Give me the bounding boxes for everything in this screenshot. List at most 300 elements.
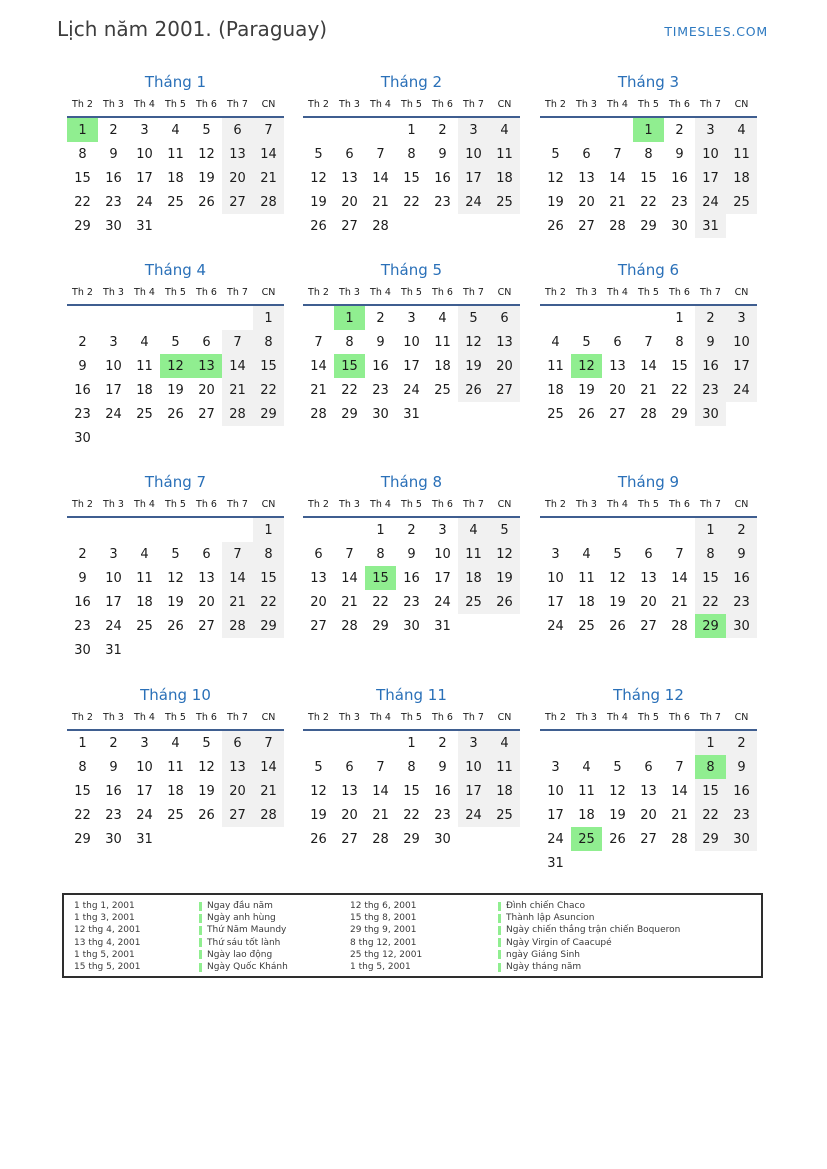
weekday-label: Th 7 [227, 99, 248, 110]
holiday-date: 15 thg 5, 2001 [74, 962, 141, 973]
month-2 [303, 72, 520, 238]
day-cell: 17 [547, 594, 564, 610]
weekday-label: Th 3 [103, 99, 124, 110]
weekday-header-row [303, 711, 520, 731]
weekday-label: Th 5 [165, 499, 186, 510]
day-cell-empty [365, 118, 396, 142]
day-cell: 14 [222, 354, 253, 378]
day-cell: 15 [695, 779, 726, 803]
holiday-date: 1 thg 5, 2001 [74, 949, 135, 960]
weekday-label: Th 6 [432, 499, 453, 510]
day-cell: 26 [489, 590, 520, 614]
day-cell: 18 [578, 594, 595, 610]
day-cell-empty [427, 214, 458, 238]
day-cell: 15 [253, 566, 284, 590]
weekday-label: Th 6 [432, 287, 453, 298]
weekday-label: Th 6 [196, 499, 217, 510]
day-cell-empty [458, 214, 489, 238]
weekday-label: Th 2 [545, 287, 566, 298]
day-cell-empty [129, 518, 160, 542]
holiday-marker-bar [498, 938, 501, 947]
day-cell-empty [160, 638, 191, 662]
holiday-marker-bar [199, 926, 202, 935]
month-8 [303, 472, 520, 638]
weekday-label: Th 4 [134, 99, 155, 110]
weekday-label: Th 7 [463, 499, 484, 510]
day-cell: 11 [547, 358, 564, 374]
weekday-label: Th 2 [72, 99, 93, 110]
day-cell: 19 [609, 807, 626, 823]
month-title: Tháng 6 [617, 261, 680, 279]
day-cell: 16 [695, 354, 726, 378]
day-cell-empty [191, 426, 222, 450]
day-cell: 17 [136, 783, 153, 799]
day-cell: 5 [202, 122, 211, 138]
holiday-date: 12 thg 6, 2001 [350, 901, 417, 911]
day-cell: 9 [78, 358, 87, 374]
day-cell: 21 [640, 382, 657, 398]
day-cell: 8 [78, 759, 87, 775]
weekday-label: Th 5 [638, 287, 659, 298]
day-cell: 8 [695, 755, 726, 779]
day-cell: 17 [105, 382, 122, 398]
weekday-label: Th 4 [607, 99, 628, 110]
day-cell-empty [334, 118, 365, 142]
holiday-date: 1 thg 3, 2001 [74, 913, 135, 924]
weekday-label: CN [734, 287, 749, 298]
day-cell: 10 [136, 146, 153, 162]
day-cell: 22 [74, 807, 91, 823]
day-cell: 8 [695, 542, 726, 566]
day-cell: 20 [310, 594, 327, 610]
weekday-label: Th 5 [401, 287, 422, 298]
holiday-date: 1 thg 5, 2001 [350, 962, 411, 973]
day-cell: 30 [403, 618, 420, 634]
day-cell: 1 [675, 310, 684, 326]
day-cell: 9 [726, 755, 757, 779]
day-cell: 10 [695, 142, 726, 166]
day-cell: 21 [222, 378, 253, 402]
day-cell-empty [303, 731, 334, 755]
weekday-label: CN [261, 712, 276, 723]
month-4 [67, 260, 284, 450]
day-cell: 29 [640, 218, 657, 234]
day-cell-empty [303, 518, 334, 542]
day-cell-empty [602, 731, 633, 755]
day-cell: 21 [253, 779, 284, 803]
month-title: Tháng 5 [380, 261, 443, 279]
day-cell: 7 [253, 731, 284, 755]
weekday-label: Th 2 [308, 287, 329, 298]
month-6 [540, 260, 757, 426]
month-title: Tháng 2 [380, 73, 443, 91]
day-cell: 17 [105, 594, 122, 610]
day-cell: 26 [198, 194, 215, 210]
day-cell: 26 [458, 378, 489, 402]
day-cell: 23 [105, 807, 122, 823]
day-cell: 27 [640, 831, 657, 847]
holiday-label: Ngay đầu năm [207, 901, 273, 911]
day-cell: 13 [640, 783, 657, 799]
day-cell: 11 [489, 755, 520, 779]
day-cell: 20 [640, 807, 657, 823]
holiday-row [74, 949, 761, 961]
day-cell: 24 [403, 382, 420, 398]
day-cell: 25 [136, 618, 153, 634]
day-cell: 28 [671, 618, 688, 634]
holiday-label: Thứ sáu tốt lành [207, 937, 281, 948]
day-cell: 20 [489, 354, 520, 378]
weekday-header-row [303, 498, 520, 518]
day-cell: 16 [74, 382, 91, 398]
day-cell: 22 [640, 194, 657, 210]
day-cell: 31 [105, 642, 122, 658]
day-cell: 24 [458, 803, 489, 827]
day-cell: 22 [671, 382, 688, 398]
day-cell-empty [458, 402, 489, 426]
day-cell: 3 [458, 118, 489, 142]
month-days-grid [540, 518, 757, 638]
day-cell: 27 [578, 218, 595, 234]
weekday-label: Th 5 [638, 499, 659, 510]
weekday-header-row [540, 498, 757, 518]
holiday-marker-bar [199, 914, 202, 923]
holiday-label: Ngày chiến thắng trận chiến Boqueron [506, 925, 681, 936]
day-cell: 15 [695, 566, 726, 590]
month-title: Tháng 8 [380, 473, 443, 491]
month-title: Tháng 11 [376, 686, 447, 704]
day-cell-empty [222, 638, 253, 662]
weekday-label: Th 4 [134, 712, 155, 723]
day-cell-empty [98, 426, 129, 450]
day-cell-empty [303, 306, 334, 330]
weekday-label: Th 5 [401, 99, 422, 110]
day-cell: 28 [609, 218, 626, 234]
day-cell-empty [129, 638, 160, 662]
weekday-label: Th 2 [72, 712, 93, 723]
month-11 [303, 685, 520, 851]
holiday-name [498, 949, 761, 961]
holiday-name [199, 961, 350, 973]
holiday-label: ngày Giáng Sinh [506, 949, 581, 960]
day-cell: 28 [372, 218, 389, 234]
weekday-label: Th 2 [308, 99, 329, 110]
day-cell: 12 [571, 354, 602, 378]
weekday-header-row [67, 98, 284, 118]
day-cell: 30 [74, 642, 91, 658]
weekday-label: Th 2 [72, 287, 93, 298]
weekday-label: CN [497, 712, 512, 723]
day-cell-empty [129, 306, 160, 330]
month-days-grid [303, 306, 520, 426]
day-cell: 27 [222, 803, 253, 827]
weekday-label: CN [497, 99, 512, 110]
day-cell: 29 [74, 831, 91, 847]
weekday-label: Th 6 [432, 99, 453, 110]
day-cell: 10 [458, 755, 489, 779]
day-cell: 7 [222, 542, 253, 566]
day-cell: 28 [671, 831, 688, 847]
day-cell: 31 [136, 831, 153, 847]
weekday-label: Th 6 [196, 287, 217, 298]
month-days-grid [67, 731, 284, 851]
holiday-date: 25 thg 12, 2001 [350, 949, 423, 960]
day-cell: 24 [726, 378, 757, 402]
day-cell: 22 [372, 594, 389, 610]
day-cell: 20 [222, 779, 253, 803]
day-cell: 30 [105, 831, 122, 847]
day-cell-empty [222, 214, 253, 238]
day-cell: 17 [547, 807, 564, 823]
month-title: Tháng 1 [144, 73, 207, 91]
day-cell: 8 [644, 146, 653, 162]
day-cell: 17 [403, 358, 420, 374]
day-cell: 19 [167, 382, 184, 398]
day-cell-empty [67, 306, 98, 330]
holiday-row [74, 912, 761, 924]
weekday-label: Th 2 [545, 99, 566, 110]
holiday-name [498, 937, 761, 949]
day-cell: 26 [198, 807, 215, 823]
day-cell: 10 [105, 358, 122, 374]
holiday-marker-bar [199, 963, 202, 972]
day-cell: 20 [198, 382, 215, 398]
weekday-label: Th 2 [308, 499, 329, 510]
day-cell: 21 [671, 807, 688, 823]
day-cell: 1 [695, 731, 726, 755]
holiday-row [74, 937, 761, 949]
day-cell-empty [427, 402, 458, 426]
day-cell: 29 [253, 614, 284, 638]
holiday-label: Ngày Virgin of Caacupé [506, 937, 612, 948]
day-cell: 7 [644, 334, 653, 350]
day-cell: 28 [341, 618, 358, 634]
day-cell: 18 [547, 382, 564, 398]
weekday-label: Th 7 [463, 287, 484, 298]
day-cell: 2 [726, 518, 757, 542]
day-cell: 14 [253, 755, 284, 779]
weekday-label: Th 7 [227, 499, 248, 510]
day-cell: 2 [407, 522, 416, 538]
day-cell: 8 [407, 759, 416, 775]
day-cell: 4 [140, 334, 149, 350]
day-cell: 30 [372, 406, 389, 422]
day-cell-empty [602, 851, 633, 875]
day-cell-empty [160, 214, 191, 238]
day-cell: 28 [253, 190, 284, 214]
month-days-grid [67, 118, 284, 238]
month-days-grid [67, 518, 284, 662]
day-cell-empty [222, 426, 253, 450]
day-cell: 20 [222, 166, 253, 190]
day-cell-empty [253, 827, 284, 851]
day-cell: 5 [458, 306, 489, 330]
day-cell: 22 [74, 194, 91, 210]
day-cell: 24 [136, 194, 153, 210]
day-cell: 23 [434, 807, 451, 823]
day-cell: 5 [582, 334, 591, 350]
day-cell: 30 [726, 827, 757, 851]
day-cell: 16 [671, 170, 688, 186]
site-link[interactable]: TIMESLES.COM [664, 24, 768, 39]
day-cell: 1 [334, 306, 365, 330]
holiday-label: Ngày anh hùng [207, 913, 276, 924]
day-cell: 9 [376, 334, 385, 350]
month-days-grid [303, 518, 520, 638]
day-cell-empty [726, 402, 757, 426]
day-cell: 10 [105, 570, 122, 586]
weekday-label: CN [261, 99, 276, 110]
day-cell: 3 [458, 731, 489, 755]
day-cell: 19 [198, 170, 215, 186]
day-cell-empty [191, 306, 222, 330]
day-cell: 6 [582, 146, 591, 162]
holiday-name [199, 937, 350, 949]
month-days-grid [540, 731, 757, 875]
day-cell-empty [191, 827, 222, 851]
day-cell: 30 [74, 430, 91, 446]
day-cell: 7 [314, 334, 323, 350]
weekday-label: Th 5 [165, 712, 186, 723]
day-cell-empty [602, 306, 633, 330]
weekday-label: CN [497, 287, 512, 298]
day-cell: 30 [726, 614, 757, 638]
day-cell: 22 [695, 590, 726, 614]
day-cell: 29 [671, 406, 688, 422]
day-cell-empty [664, 731, 695, 755]
day-cell: 21 [341, 594, 358, 610]
day-cell: 26 [578, 406, 595, 422]
day-cell: 15 [403, 783, 420, 799]
day-cell: 20 [198, 594, 215, 610]
day-cell: 1 [67, 118, 98, 142]
day-cell: 23 [403, 594, 420, 610]
day-cell: 23 [434, 194, 451, 210]
day-cell: 18 [578, 807, 595, 823]
day-cell: 15 [671, 358, 688, 374]
weekday-label: Th 3 [576, 287, 597, 298]
day-cell: 29 [253, 402, 284, 426]
day-cell-empty [160, 518, 191, 542]
day-cell: 24 [547, 831, 564, 847]
day-cell: 14 [671, 783, 688, 799]
day-cell: 12 [609, 570, 626, 586]
weekday-label: Th 3 [339, 99, 360, 110]
day-cell-empty [489, 614, 520, 638]
day-cell: 9 [695, 330, 726, 354]
day-cell: 14 [253, 142, 284, 166]
day-cell: 26 [310, 831, 327, 847]
day-cell-empty [571, 518, 602, 542]
day-cell-empty [489, 214, 520, 238]
day-cell: 1 [695, 518, 726, 542]
day-cell: 1 [376, 522, 385, 538]
day-cell: 14 [640, 358, 657, 374]
day-cell: 18 [489, 166, 520, 190]
day-cell-empty [458, 614, 489, 638]
day-cell: 17 [695, 166, 726, 190]
day-cell-empty [571, 731, 602, 755]
day-cell: 1 [407, 122, 416, 138]
day-cell: 16 [105, 170, 122, 186]
day-cell: 16 [434, 170, 451, 186]
day-cell: 26 [609, 618, 626, 634]
day-cell: 7 [675, 546, 684, 562]
weekday-label: Th 6 [196, 99, 217, 110]
day-cell: 6 [222, 118, 253, 142]
day-cell: 28 [310, 406, 327, 422]
day-cell: 2 [675, 122, 684, 138]
day-cell: 12 [198, 759, 215, 775]
day-cell: 6 [644, 759, 653, 775]
weekday-label: Th 4 [370, 287, 391, 298]
day-cell: 9 [109, 146, 118, 162]
weekday-label: Th 5 [638, 99, 659, 110]
day-cell: 25 [489, 803, 520, 827]
day-cell-empty [726, 851, 757, 875]
weekday-label: CN [734, 99, 749, 110]
day-cell: 8 [675, 334, 684, 350]
day-cell: 3 [140, 122, 149, 138]
holiday-row [74, 961, 761, 973]
day-cell: 22 [403, 807, 420, 823]
weekday-label: Th 2 [72, 499, 93, 510]
day-cell: 27 [310, 618, 327, 634]
day-cell-empty [98, 518, 129, 542]
day-cell: 28 [253, 803, 284, 827]
weekday-label: Th 3 [576, 499, 597, 510]
day-cell: 13 [222, 755, 253, 779]
day-cell: 23 [726, 590, 757, 614]
day-cell-empty [695, 851, 726, 875]
day-cell: 4 [582, 546, 591, 562]
day-cell: 1 [253, 518, 284, 542]
day-cell: 12 [609, 783, 626, 799]
holiday-marker-bar [498, 914, 501, 923]
day-cell: 5 [202, 735, 211, 751]
day-cell: 31 [136, 218, 153, 234]
day-cell: 25 [571, 827, 602, 851]
day-cell: 4 [489, 731, 520, 755]
day-cell: 9 [109, 759, 118, 775]
holiday-label: Ngày Quốc Khánh [207, 962, 288, 973]
weekday-label: Th 4 [134, 287, 155, 298]
day-cell: 31 [434, 618, 451, 634]
day-cell: 22 [403, 194, 420, 210]
day-cell: 15 [365, 566, 396, 590]
day-cell: 11 [136, 570, 153, 586]
weekday-label: Th 5 [638, 712, 659, 723]
day-cell-empty [160, 306, 191, 330]
day-cell: 2 [78, 546, 87, 562]
day-cell: 2 [438, 735, 447, 751]
day-cell: 4 [582, 759, 591, 775]
day-cell: 25 [434, 382, 451, 398]
day-cell: 24 [547, 618, 564, 634]
weekday-header-row [540, 98, 757, 118]
day-cell: 16 [105, 783, 122, 799]
weekday-label: Th 7 [227, 712, 248, 723]
day-cell: 9 [438, 759, 447, 775]
day-cell-empty [334, 518, 365, 542]
day-cell: 3 [407, 310, 416, 326]
day-cell: 7 [613, 146, 622, 162]
day-cell: 18 [434, 358, 451, 374]
day-cell: 4 [551, 334, 560, 350]
day-cell: 4 [140, 546, 149, 562]
day-cell: 15 [253, 354, 284, 378]
day-cell: 5 [171, 546, 180, 562]
